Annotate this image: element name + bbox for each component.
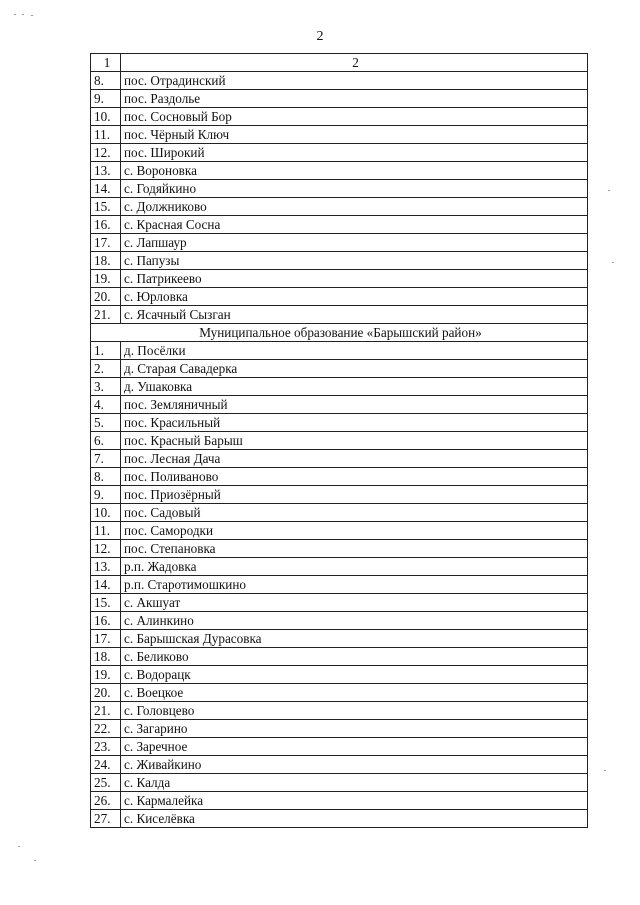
table-row [91, 450, 588, 468]
settlement-name: пос. Красильный [121, 414, 588, 432]
settlement-name: с. Воецкое [121, 684, 588, 702]
table-row [91, 252, 588, 270]
table-row [91, 342, 588, 360]
settlement-name: с. Водорацк [121, 666, 588, 684]
row-number: 16. [91, 612, 121, 630]
table-row [91, 378, 588, 396]
table-row [91, 234, 588, 252]
settlement-name: с. Киселёвка [121, 810, 588, 828]
settlement-name: с. Беликово [121, 648, 588, 666]
row-number: 25. [91, 774, 121, 792]
row-number: 21. [91, 702, 121, 720]
settlement-name: д. Старая Савадерка [121, 360, 588, 378]
settlement-name: с. Ясачный Сызган [121, 306, 588, 324]
table-row [91, 720, 588, 738]
row-number: 18. [91, 648, 121, 666]
table-row [91, 738, 588, 756]
table-row [91, 432, 588, 450]
settlement-name: пос. Красный Барыш [121, 432, 588, 450]
table-row [91, 270, 588, 288]
table-row [91, 702, 588, 720]
settlement-name: с. Юрловка [121, 288, 588, 306]
table-row [91, 126, 588, 144]
table-row [91, 540, 588, 558]
table-row [91, 468, 588, 486]
row-number: 13. [91, 162, 121, 180]
table-row [91, 180, 588, 198]
settlement-name: пос. Степановка [121, 540, 588, 558]
settlement-name: с. Калда [121, 774, 588, 792]
row-number: 7. [91, 450, 121, 468]
table-row [91, 72, 588, 90]
settlement-name: р.п. Старотимошкино [121, 576, 588, 594]
row-number: 10. [91, 504, 121, 522]
settlement-name: с. Лапшаур [121, 234, 588, 252]
table-row [91, 216, 588, 234]
table-row [91, 558, 588, 576]
settlement-name: с. Акшуат [121, 594, 588, 612]
table-row [91, 360, 588, 378]
table-row [91, 288, 588, 306]
table-row [91, 198, 588, 216]
settlement-name: д. Посёлки [121, 342, 588, 360]
settlement-name: пос. Чёрный Ключ [121, 126, 588, 144]
table-row [91, 774, 588, 792]
settlement-name: с. Загарино [121, 720, 588, 738]
settlement-name: с. Патрикеево [121, 270, 588, 288]
row-number: 10. [91, 108, 121, 126]
settlement-name: с. Кармалейка [121, 792, 588, 810]
table-row [91, 756, 588, 774]
row-number: 16. [91, 216, 121, 234]
column-header-name: 2 [121, 54, 588, 72]
row-number: 9. [91, 90, 121, 108]
table-row [91, 396, 588, 414]
row-number: 2. [91, 360, 121, 378]
row-number: 24. [91, 756, 121, 774]
settlement-name: с. Красная Сосна [121, 216, 588, 234]
table-row [91, 576, 588, 594]
row-number: 22. [91, 720, 121, 738]
settlement-name: с. Головцево [121, 702, 588, 720]
table-row [91, 630, 588, 648]
row-number: 1. [91, 342, 121, 360]
table-row [91, 144, 588, 162]
settlement-name: с. Годяйкино [121, 180, 588, 198]
table-row [91, 90, 588, 108]
table-row [91, 414, 588, 432]
row-number: 15. [91, 594, 121, 612]
row-number: 11. [91, 522, 121, 540]
settlement-name: д. Ушаковка [121, 378, 588, 396]
settlement-name: с. Барышская Дурасовка [121, 630, 588, 648]
row-number: 9. [91, 486, 121, 504]
row-number: 26. [91, 792, 121, 810]
table-row [91, 522, 588, 540]
table-row [91, 306, 588, 324]
row-number: 14. [91, 180, 121, 198]
page-number: 2 [316, 29, 324, 44]
settlement-name: пос. Раздолье [121, 90, 588, 108]
row-number: 6. [91, 432, 121, 450]
column-header-number: 1 [91, 54, 121, 72]
row-number: 20. [91, 288, 121, 306]
row-number: 17. [91, 630, 121, 648]
settlement-name: пос. Садовый [121, 504, 588, 522]
settlement-name: с. Живайкино [121, 756, 588, 774]
section-row [91, 324, 588, 342]
row-number: 23. [91, 738, 121, 756]
row-number: 19. [91, 270, 121, 288]
table-row [91, 684, 588, 702]
row-number: 8. [91, 72, 121, 90]
settlement-name: р.п. Жадовка [121, 558, 588, 576]
row-number: 17. [91, 234, 121, 252]
row-number: 3. [91, 378, 121, 396]
table-row [91, 666, 588, 684]
table-body [91, 72, 588, 828]
settlement-name: пос. Широкий [121, 144, 588, 162]
row-number: 21. [91, 306, 121, 324]
table-row [91, 504, 588, 522]
settlement-name: с. Заречное [121, 738, 588, 756]
settlement-name: пос. Поливаново [121, 468, 588, 486]
table-row [91, 648, 588, 666]
table-row [91, 810, 588, 828]
row-number: 8. [91, 468, 121, 486]
row-number: 12. [91, 144, 121, 162]
row-number: 15. [91, 198, 121, 216]
settlement-name: пос. Самородки [121, 522, 588, 540]
row-number: 5. [91, 414, 121, 432]
section-title: Муниципальное образование «Барышский район» [91, 324, 588, 342]
table-row [91, 108, 588, 126]
row-number: 18. [91, 252, 121, 270]
settlement-name: пос. Лесная Дача [121, 450, 588, 468]
table-row [91, 594, 588, 612]
row-number: 11. [91, 126, 121, 144]
table-header-row [91, 54, 588, 72]
settlement-name: с. Папузы [121, 252, 588, 270]
row-number: 12. [91, 540, 121, 558]
settlement-name: с. Должниково [121, 198, 588, 216]
settlements-table [90, 53, 588, 828]
row-number: 14. [91, 576, 121, 594]
table-row [91, 612, 588, 630]
settlement-name: с. Алинкино [121, 612, 588, 630]
settlement-name: пос. Отрадинский [121, 72, 588, 90]
settlement-name: пос. Земляничный [121, 396, 588, 414]
table-row [91, 162, 588, 180]
settlement-name: с. Вороновка [121, 162, 588, 180]
row-number: 19. [91, 666, 121, 684]
table-row [91, 486, 588, 504]
row-number: 27. [91, 810, 121, 828]
row-number: 4. [91, 396, 121, 414]
settlement-name: пос. Приозёрный [121, 486, 588, 504]
table-row [91, 792, 588, 810]
row-number: 13. [91, 558, 121, 576]
settlement-name: пос. Сосновый Бор [121, 108, 588, 126]
row-number: 20. [91, 684, 121, 702]
